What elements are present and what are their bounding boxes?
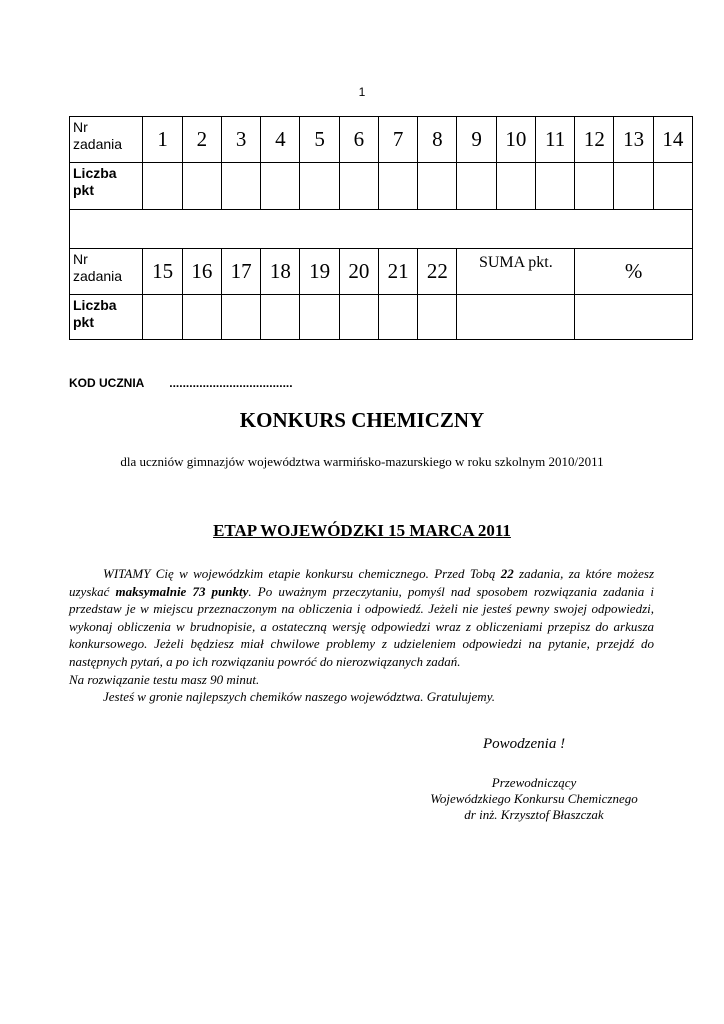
points-cell bbox=[653, 163, 692, 210]
points-cell bbox=[261, 295, 300, 340]
instructions bbox=[69, 565, 654, 706]
spacer-row bbox=[70, 210, 693, 249]
points-cell bbox=[143, 163, 182, 210]
suma-header: SUMA pkt. bbox=[457, 249, 575, 295]
row-label-nr-zadania: Nr zadania bbox=[70, 249, 143, 295]
task-number: 20 bbox=[339, 249, 378, 295]
task-number: 18 bbox=[261, 249, 300, 295]
points-cell bbox=[418, 163, 457, 210]
suma-cell bbox=[457, 295, 575, 340]
row-label-liczba-pkt: Liczba pkt bbox=[70, 295, 143, 340]
points-cell bbox=[378, 163, 417, 210]
points-cell bbox=[182, 163, 221, 210]
task-number: 5 bbox=[300, 117, 339, 163]
task-number: 22 bbox=[418, 249, 457, 295]
stage-heading: ETAP WOJEWÓDZKI 15 MARCA 2011 bbox=[213, 521, 511, 540]
points-cell bbox=[261, 163, 300, 210]
task-number: 7 bbox=[378, 117, 417, 163]
closing-wish: Powodzenia ! bbox=[483, 736, 566, 752]
instructions-paragraph: WITAMY Cię w wojewódzkim etapie konkursu chemicznego. Przed Tobą 22 zadania, za które możesz uzyskać maksymalnie 73 punkty. Po uważnym przeczytaniu, pomyśl nad sposobem rozwiązania zadania i przedstaw je w miejscu przeznaczonym na obliczenia i odpowiedź. Jeżeli nie jesteś pewny swojej odpowiedzi, wykonaj obliczenia w brudnopisie, a ostateczną wersję odpowiedzi wraz z obliczeniami przepisz do arkusza konkursowego. Jeżeli będziesz miał chwilowe problemy z udzieleniem odpowiedzi na pytanie, przejdź do następnych pytań, a po ich rozwiązaniu powróć do nierozwiązanych zadań. bbox=[69, 566, 654, 669]
points-cell bbox=[378, 295, 417, 340]
points-cell bbox=[575, 163, 614, 210]
task-number: 14 bbox=[653, 117, 692, 163]
points-cell bbox=[339, 295, 378, 340]
task-number-row-2 bbox=[70, 249, 693, 295]
task-number: 13 bbox=[614, 117, 653, 163]
task-number: 19 bbox=[300, 249, 339, 295]
task-number: 16 bbox=[182, 249, 221, 295]
points-cell bbox=[496, 163, 535, 210]
task-number: 1 bbox=[143, 117, 182, 163]
points-cell bbox=[614, 163, 653, 210]
page-title: KONKURS CHEMICZNY bbox=[239, 408, 485, 432]
signature-committee: Wojewódzkiego Konkursu Chemicznego bbox=[430, 791, 638, 806]
signature-role: Przewodniczący bbox=[491, 775, 577, 790]
points-cell bbox=[457, 163, 496, 210]
row-label-liczba-pkt: Liczba pkt bbox=[70, 163, 143, 210]
task-number: 6 bbox=[339, 117, 378, 163]
task-number: 12 bbox=[575, 117, 614, 163]
student-code-label: KOD UCZNIA bbox=[69, 376, 144, 390]
time-limit: Na rozwiązanie testu masz 90 minut. bbox=[69, 671, 260, 687]
points-cell bbox=[300, 163, 339, 210]
task-number: 2 bbox=[182, 117, 221, 163]
signature-block bbox=[404, 775, 664, 823]
points-cell bbox=[418, 295, 457, 340]
points-row-1 bbox=[70, 163, 693, 210]
points-cell bbox=[221, 163, 260, 210]
points-cell bbox=[535, 163, 574, 210]
score-table bbox=[69, 116, 693, 340]
task-number-row-1 bbox=[70, 117, 693, 163]
points-cell bbox=[221, 295, 260, 340]
percent-header: % bbox=[575, 249, 693, 295]
student-code-field: ..................................... bbox=[169, 376, 293, 390]
task-number: 17 bbox=[221, 249, 260, 295]
points-cell bbox=[339, 163, 378, 210]
points-cell bbox=[182, 295, 221, 340]
task-number: 10 bbox=[496, 117, 535, 163]
congratulations: Jesteś w gronie najlepszych chemików naszego województwa. Gratulujemy. bbox=[103, 689, 495, 705]
points-cell bbox=[143, 295, 182, 340]
spacer-cell bbox=[70, 210, 693, 249]
page-number: 1 bbox=[358, 85, 366, 99]
task-number: 3 bbox=[221, 117, 260, 163]
task-number: 15 bbox=[143, 249, 182, 295]
points-row-2 bbox=[70, 295, 693, 340]
percent-cell bbox=[575, 295, 693, 340]
task-number: 9 bbox=[457, 117, 496, 163]
signature-name: dr inż. Krzysztof Błaszczak bbox=[464, 807, 604, 822]
task-number: 8 bbox=[418, 117, 457, 163]
task-number: 21 bbox=[378, 249, 417, 295]
subtitle: dla uczniów gimnazjów województwa warmińsko-mazurskiego w roku szkolnym 2010/2011 bbox=[120, 454, 604, 469]
task-number: 4 bbox=[261, 117, 300, 163]
task-number: 11 bbox=[535, 117, 574, 163]
row-label-nr-zadania: Nr zadania bbox=[70, 117, 143, 163]
points-cell bbox=[300, 295, 339, 340]
student-code bbox=[69, 376, 293, 390]
